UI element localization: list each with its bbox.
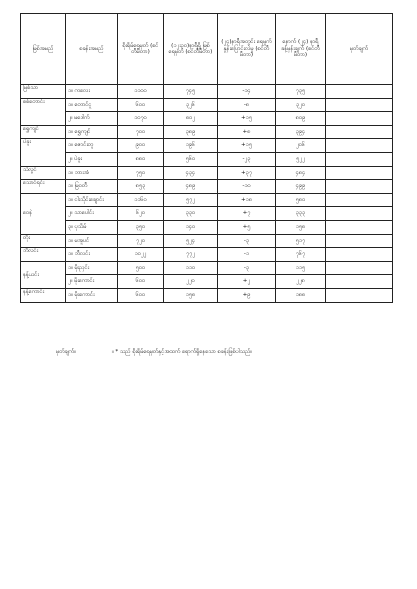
water-level-cell: ၅၆၀ <box>164 152 218 166</box>
header-change-24h: (၂၄)နာရီအတွင်း ရေမှုက်နှုန်းပြောင်းလဲမှု (စင်တီမီတာ) <box>218 14 276 85</box>
forecast-cell: ၄၈၄ <box>276 166 326 180</box>
station-cell: ၂။ ပဲခူး <box>66 152 118 166</box>
remark-cell <box>326 193 393 207</box>
table-row <box>21 207 393 221</box>
forecast-cell: ၂၂၈ <box>276 275 326 289</box>
change-cell: -၃ <box>218 261 276 275</box>
station-cell: ၁။ မိုးညှင်း <box>66 261 118 275</box>
river-cell: သံလွင် <box>21 166 66 180</box>
river-cell: ဘီလင်း <box>21 248 66 262</box>
table-row <box>21 180 393 194</box>
change-cell: +၂ <box>218 275 276 289</box>
change-cell: +၅ <box>218 220 276 234</box>
change-cell: +၈ <box>218 125 276 139</box>
remark-cell <box>326 180 393 194</box>
water-level-cell: ၁၄၀ <box>164 220 218 234</box>
table-row <box>21 261 393 275</box>
footnote <box>56 347 252 356</box>
remark-cell <box>326 288 393 302</box>
header-remarks: မှတ်ချက် <box>326 14 393 85</box>
forecast-cell: ၁၅၈ <box>276 220 326 234</box>
header-danger-level: စိုးရိမ်ရေမှတ် (စင်တီမီတာ) <box>118 14 164 85</box>
danger-level-cell: ၈၈၀ <box>118 152 164 166</box>
station-cell: ၂။ မဒေါက် <box>66 112 118 126</box>
water-level-cell: ၁၅၈ <box>164 288 218 302</box>
change-cell: -၈ <box>218 98 276 112</box>
forecast-cell: ၇၃၅ <box>276 85 326 99</box>
change-cell: +၇ <box>218 207 276 221</box>
remark-cell <box>326 139 393 153</box>
station-cell: ၁။ ကလေး <box>66 85 118 99</box>
river-cell: ပဲခူး <box>21 139 66 166</box>
change-cell: +၁၅ <box>218 112 276 126</box>
station-cell: ၁။ ဘီလင်း <box>66 248 118 262</box>
forecast-cell: ၁၁၅ <box>276 261 326 275</box>
station-cell: ၁။ ရွှေကျင် <box>66 125 118 139</box>
forecast-cell: ၃၉၄ <box>276 125 326 139</box>
river-cell: တိုး <box>21 234 66 248</box>
table-row <box>21 125 393 139</box>
table-row <box>21 98 393 112</box>
danger-level-cell: ၆၀၀ <box>118 98 164 112</box>
forecast-cell: ၇၆၇ <box>276 248 326 262</box>
danger-level-cell: ၆၀၀ <box>118 288 164 302</box>
table-row <box>21 275 393 289</box>
forecast-cell: ၅၂၂ <box>276 152 326 166</box>
danger-level-cell: ၁၀၂၂ <box>118 248 164 262</box>
table-row <box>21 220 393 234</box>
remark-cell <box>326 261 393 275</box>
river-level-table <box>20 13 393 303</box>
forecast-cell: ၁၈၈ <box>276 288 326 302</box>
water-level-cell: ၃၃၀ <box>164 207 218 221</box>
remark-cell <box>326 166 393 180</box>
header-station: စခန်းအမည် <box>66 14 118 85</box>
water-level-cell: ၅၇၂ <box>164 193 218 207</box>
remark-cell <box>326 98 393 112</box>
river-cell: နန့်ကောင်း <box>21 288 66 302</box>
water-level-cell: ၇၇၂ <box>164 248 218 262</box>
danger-level-cell: ၁၁၆၀ <box>118 193 164 207</box>
table-row <box>21 288 393 302</box>
change-cell: -၂၃ <box>218 152 276 166</box>
station-cell: ၁။ ဇောင်းတူ <box>66 139 118 153</box>
header-river: မြစ်အမည် <box>21 14 66 85</box>
header-morning-level: (၁၂း၃၀)နာရီရှိ မြစ်ရေမှတ် (စင်တီမီတာ) <box>164 14 218 85</box>
danger-level-cell: ၇၅၀ <box>118 166 164 180</box>
forecast-cell: ၂၀၆ <box>276 139 326 153</box>
forecast-cell: ၅၁၇ <box>276 234 326 248</box>
forecast-cell: ၄၉၉ <box>276 180 326 194</box>
remark-cell <box>326 85 393 99</box>
remark-cell <box>326 275 393 289</box>
forecast-cell: ၅၈၀ <box>276 193 326 207</box>
change-cell: +၁၅ <box>218 139 276 153</box>
footnote-text: ။ * သည် စိုးရိမ်ရေမှတ်နှင့်အထက် ရောက်ရှိနေသော စခန်းဖြစ်ပါသည်။ <box>111 349 253 355</box>
station-cell: ၁။ မအူပင် <box>66 234 118 248</box>
danger-level-cell: ၇၀၀ <box>118 125 164 139</box>
water-level-cell: ၅၂၄ <box>164 234 218 248</box>
remark-cell <box>326 207 393 221</box>
water-level-cell: ၄၃၄ <box>164 166 218 180</box>
river-cell: ရွှေကျင် <box>21 125 66 139</box>
river-cell: နန့်ယင်း <box>21 261 66 288</box>
station-cell: ၁။ မိုးကောင်း <box>66 288 118 302</box>
danger-level-cell: ၆၂၀ <box>118 207 164 221</box>
table-row <box>21 139 393 153</box>
danger-level-cell: ၆၀၀ <box>118 275 164 289</box>
footnote-label: မှတ်ချက်။ <box>56 349 76 355</box>
station-cell: ၁။ ဘားအံ <box>66 166 118 180</box>
forecast-cell: ၃၃၃ <box>276 207 326 221</box>
remark-cell <box>326 152 393 166</box>
station-cell: ၃။ ပုသိမ် <box>66 220 118 234</box>
change-cell: -၃ <box>218 234 276 248</box>
danger-level-cell: ၁၁၀၀ <box>118 85 164 99</box>
change-cell: +၁၈ <box>218 193 276 207</box>
water-level-cell: ၈၀၂ <box>164 112 218 126</box>
river-cell: ဝေနဲ <box>21 193 66 234</box>
river-cell: မြစ်သာ <box>21 85 66 99</box>
table-row <box>21 112 393 126</box>
water-level-cell: ၂၂၀ <box>164 275 218 289</box>
forecast-cell: ၃၂၀ <box>276 98 326 112</box>
water-level-cell: ၁၉၆ <box>164 139 218 153</box>
river-cell: သောင်ရင်း <box>21 180 66 194</box>
danger-level-cell: ၃၅၀ <box>118 220 164 234</box>
station-cell: ၁။ တောင်ငူ <box>66 98 118 112</box>
danger-level-cell: ၇၂၀ <box>118 234 164 248</box>
water-level-cell: ၄၈၉ <box>164 180 218 194</box>
forecast-cell: ၈၀၉ <box>276 112 326 126</box>
station-cell: ၂။ သာပေါင်း <box>66 207 118 221</box>
river-cell: စစ်တောင်း <box>21 98 66 125</box>
water-level-cell: ၇၄၅ <box>164 85 218 99</box>
table-row <box>21 193 393 207</box>
table-row <box>21 85 393 99</box>
water-level-cell: ၃၈၉ <box>164 125 218 139</box>
danger-level-cell: ၅၀၀ <box>118 261 164 275</box>
station-cell: ၂။ မိုးကောင်း <box>66 275 118 289</box>
danger-level-cell: ၉၀၀ <box>118 139 164 153</box>
danger-level-cell: ၈၅၃ <box>118 180 164 194</box>
header-row <box>21 14 393 85</box>
remark-cell <box>326 234 393 248</box>
change-cell: -၁၀ <box>218 180 276 194</box>
remark-cell <box>326 220 393 234</box>
table-row <box>21 166 393 180</box>
change-cell: -၁ <box>218 248 276 262</box>
water-level-cell: ၃၂၆ <box>164 98 218 112</box>
danger-level-cell: ၁၀၇၀ <box>118 112 164 126</box>
station-cell: ၁။ မြဝတီ <box>66 180 118 194</box>
header-forecast-24h: နောက် (၂၄) နာရီ ခန့်မှန်းချက် (စင်တီမီတာ) <box>276 14 326 85</box>
station-cell: ၁။ ငါးသိုင်းချောင်း <box>66 193 118 207</box>
table-row <box>21 234 393 248</box>
remark-cell <box>326 112 393 126</box>
remark-cell <box>326 125 393 139</box>
table-row <box>21 248 393 262</box>
change-cell: -၁၄ <box>218 85 276 99</box>
water-level-cell: ၁၁၀ <box>164 261 218 275</box>
change-cell: +၃၇ <box>218 166 276 180</box>
remark-cell <box>326 248 393 262</box>
change-cell: +၉ <box>218 288 276 302</box>
table-row <box>21 152 393 166</box>
